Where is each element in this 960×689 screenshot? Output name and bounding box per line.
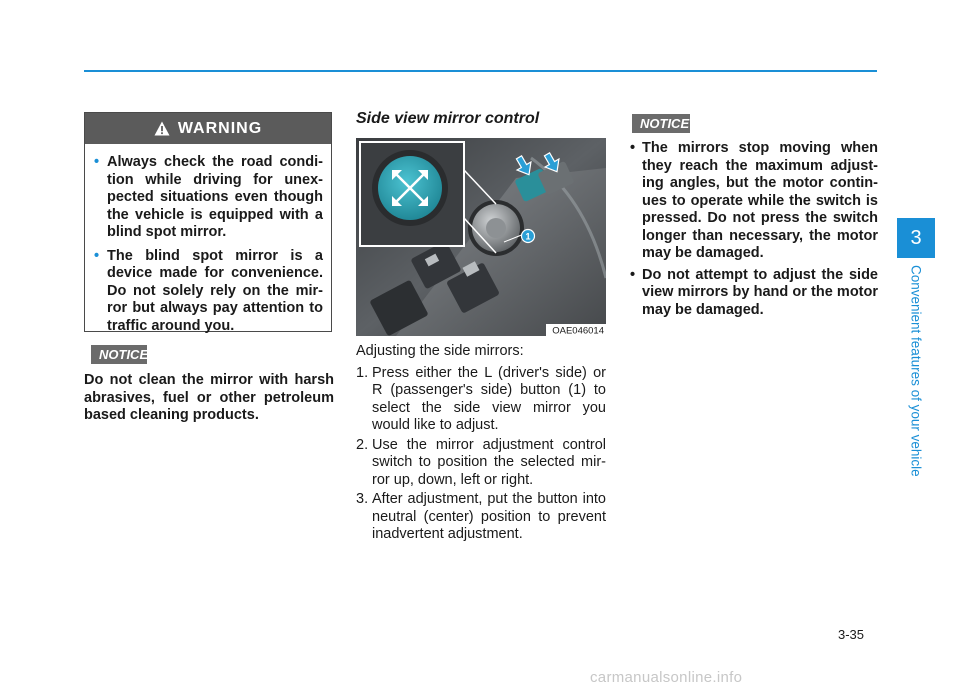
bullet-icon: • xyxy=(630,140,636,156)
mirror-instructions xyxy=(356,343,606,546)
warning-item: • Always check the road condi-tion while driving for unex-pected situations even though the vehicle is equipped with a blind spot mirror. xyxy=(94,154,323,240)
mirror-switch-photo xyxy=(356,138,606,336)
warning-header xyxy=(85,113,331,144)
notice-badge: NOTICE xyxy=(632,114,690,133)
chapter-title: Convenient features of your vehicle xyxy=(908,265,924,477)
bullet-icon: • xyxy=(94,247,100,264)
watermark: carmanualsonline.info xyxy=(590,669,743,686)
header-rule xyxy=(84,70,877,72)
instruction-step: 3. After adjustment, put the button into neutral (center) position to prevent inadvertent adjustment. xyxy=(356,491,606,542)
section-title: Side view mirror control xyxy=(356,110,540,127)
notice-list xyxy=(628,140,878,323)
warning-title: WARNING xyxy=(177,119,263,137)
notice-badge: NOTICE xyxy=(91,345,147,364)
callout-1-label: 1 xyxy=(525,231,531,242)
notice-item: • Do not attempt to adjust the side view mirrors by hand or the motor may be damaged. xyxy=(630,266,878,318)
bullet-icon: • xyxy=(94,154,100,170)
warning-box xyxy=(84,112,332,332)
notice-text: Do not clean the mirror with harsh abrasives, fuel or other petroleum based cleaning products. xyxy=(84,372,334,423)
instruction-step: 1. Press either the L (driver's side) or R (passenger's side) button (1) to select the side view mirror you would like to adjust. xyxy=(356,364,606,433)
instruction-step: 2. Use the mirror adjustment control switch to position the selected mir-ror up, down, left or right. xyxy=(356,436,606,488)
warning-body xyxy=(85,144,331,335)
warning-item: • The blind spot mirror is a device made for convenience. Do not solely rely on the mir-ror but always pay attention to traffic around you. xyxy=(94,247,323,334)
image-code: OAE046014 xyxy=(552,325,604,336)
page-number: 3-35 xyxy=(838,627,865,642)
chapter-number-tab: 3 xyxy=(897,218,935,258)
warning-triangle-icon xyxy=(154,121,170,136)
notice-item: • The mirrors stop moving when they reach the maximum adjust-ing angles, but the motor contin-ues to operate while the switch is pressed. Do not press the switch longer than necessary, the motor may be damaged. xyxy=(630,140,878,261)
bullet-icon: • xyxy=(630,266,636,283)
instructions-intro: Adjusting the side mirrors: xyxy=(356,343,524,359)
